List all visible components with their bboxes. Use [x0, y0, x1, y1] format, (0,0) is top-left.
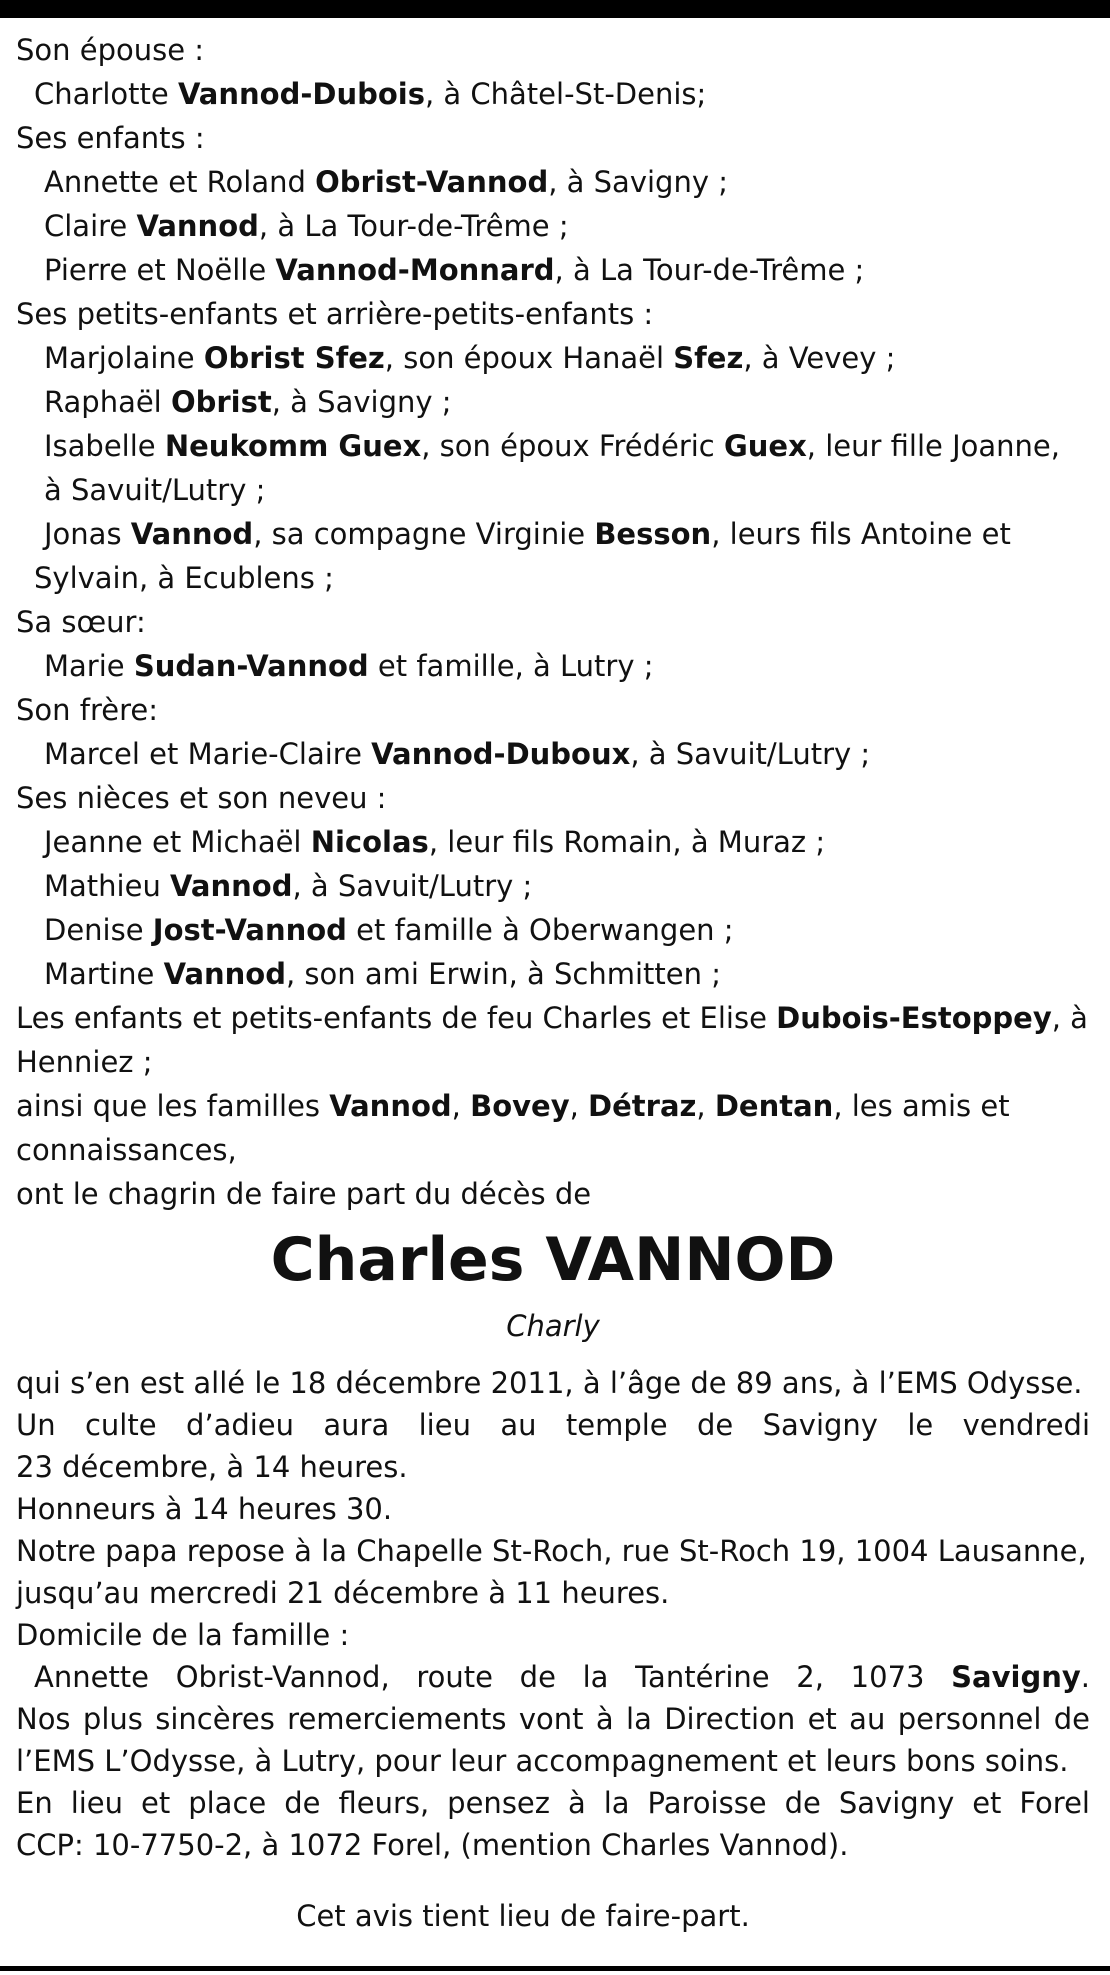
- details-line: 23 décembre, à 14 heures.: [16, 1450, 408, 1484]
- niece-entry: Jeanne et Michaël Nicolas, leur fils Romain, à Muraz ;: [44, 825, 826, 859]
- other-families-continued: connaissances,: [16, 1133, 237, 1167]
- grandchild-entry: Raphaël Obrist, à Savigny ;: [44, 385, 452, 419]
- brother-entry: Marcel et Marie-Claire Vannod-Duboux, à Savuit/Lutry ;: [44, 737, 871, 771]
- details-line: En lieu et place de fleurs, pensez à la Paroisse de Savigny et Forel: [16, 1786, 1090, 1820]
- niece-entry: Martine Vannod, son ami Erwin, à Schmitten ;: [44, 957, 721, 991]
- announcement-sentence: ont le chagrin de faire part du décès de: [16, 1177, 592, 1211]
- surname: Vannod-Dubois: [177, 77, 425, 111]
- family-address: Annette Obrist-Vannod, route de la Tantérine 2, 1073 Savigny.: [34, 1660, 1090, 1694]
- place-name: Savigny: [951, 1660, 1081, 1694]
- details-line: Un culte d’adieu aura lieu au temple de Savigny le vendredi: [16, 1408, 1090, 1442]
- surname: Sfez: [673, 341, 744, 375]
- details-line: CCP: 10-7750-2, à 1072 Forel, (mention Charles Vannod).: [16, 1828, 849, 1862]
- details-line: Honneurs à 14 heures 30.: [16, 1492, 393, 1526]
- child-entry: Pierre et Noëlle Vannod-Monnard, à La Tour-de-Trême ;: [44, 253, 865, 287]
- late-relatives-entry: Les enfants et petits-enfants de feu Charles et Elise Dubois-Estoppey, à: [16, 1001, 1088, 1035]
- surname: Détraz: [588, 1089, 697, 1123]
- children-label: Ses enfants :: [16, 121, 205, 155]
- details-line: Notre papa repose à la Chapelle St-Roch, rue St-Roch 19, 1004 Lausanne,: [16, 1534, 1087, 1568]
- surname: Dentan: [714, 1089, 834, 1123]
- footer-note: Cet avis tient lieu de faire-part.: [296, 1899, 750, 1933]
- deceased-nickname: Charly: [506, 1309, 600, 1343]
- spouse-label: Son épouse :: [16, 33, 205, 67]
- surname: Sudan-Vannod: [133, 649, 369, 683]
- surname: Vannod: [170, 869, 293, 903]
- brother-label: Son frère:: [16, 693, 158, 727]
- surname: Guex: [723, 429, 807, 463]
- details-line: l’EMS L’Odysse, à Lutry, pour leur accompagnement et leurs bons soins.: [16, 1744, 1069, 1778]
- surname: Vannod: [329, 1089, 452, 1123]
- details-line: jusqu’au mercredi 21 décembre à 11 heures.: [16, 1576, 670, 1610]
- child-entry: Claire Vannod, à La Tour-de-Trême ;: [44, 209, 569, 243]
- surname: Obrist: [170, 385, 272, 419]
- surname: Besson: [594, 517, 712, 551]
- surname: Vannod: [130, 517, 254, 551]
- surname: Vannod-Duboux: [371, 737, 631, 771]
- surname: Vannod-Monnard: [275, 253, 555, 287]
- grandchild-entry: Marjolaine Obrist Sfez, son époux Hanaël Sfez, à Vevey ;: [44, 341, 896, 375]
- surname: Bovey: [470, 1089, 570, 1123]
- other-families-entry: ainsi que les familles Vannod, Bovey, Détraz, Dentan, les amis et: [16, 1089, 1010, 1123]
- grandchild-entry-continued: Sylvain, à Ecublens ;: [34, 561, 334, 595]
- bottom-border: [0, 1966, 1110, 1971]
- surname: Jost-Vannod: [152, 913, 347, 947]
- surname: Obrist Sfez: [203, 341, 385, 375]
- grandchildren-label: Ses petits-enfants et arrière-petits-enfants :: [16, 297, 654, 331]
- details-line: Nos plus sincères remerciements vont à la Direction et au personnel de: [16, 1702, 1090, 1736]
- niece-entry: Mathieu Vannod, à Savuit/Lutry ;: [44, 869, 533, 903]
- surname: Dubois-Estoppey: [776, 1001, 1052, 1035]
- spouse-entry: Charlotte Vannod-Dubois, à Châtel-St-Denis;: [34, 77, 707, 111]
- niece-entry: Denise Jost-Vannod et famille à Oberwangen ;: [44, 913, 734, 947]
- surname: Nicolas: [310, 825, 429, 859]
- top-border: [0, 0, 1110, 18]
- details-line: qui s’en est allé le 18 décembre 2011, à l’âge de 89 ans, à l’EMS Odysse.: [16, 1366, 1083, 1400]
- surname: Neukomm Guex: [164, 429, 422, 463]
- sister-label: Sa sœur:: [16, 605, 146, 639]
- child-entry: Annette et Roland Obrist-Vannod, à Savigny ;: [44, 165, 728, 199]
- surname: Vannod: [136, 209, 259, 243]
- surname: Vannod: [163, 957, 286, 991]
- grandchild-entry: Jonas Vannod, sa compagne Virginie Besson, leurs fils Antoine et: [44, 517, 1011, 551]
- deceased-name: Charles VANNOD: [270, 1225, 836, 1295]
- late-relatives-continued: Henniez ;: [16, 1045, 153, 1079]
- obituary-notice: [16, 28, 1090, 1938]
- grandchild-entry-continued: à Savuit/Lutry ;: [44, 473, 266, 507]
- sister-entry: Marie Sudan-Vannod et famille, à Lutry ;: [44, 649, 654, 683]
- details-line: Domicile de la famille :: [16, 1618, 350, 1652]
- nieces-label: Ses nièces et son neveu :: [16, 781, 387, 815]
- surname: Obrist-Vannod: [315, 165, 549, 199]
- grandchild-entry: Isabelle Neukomm Guex, son époux Frédéric Guex, leur fille Joanne,: [44, 429, 1060, 463]
